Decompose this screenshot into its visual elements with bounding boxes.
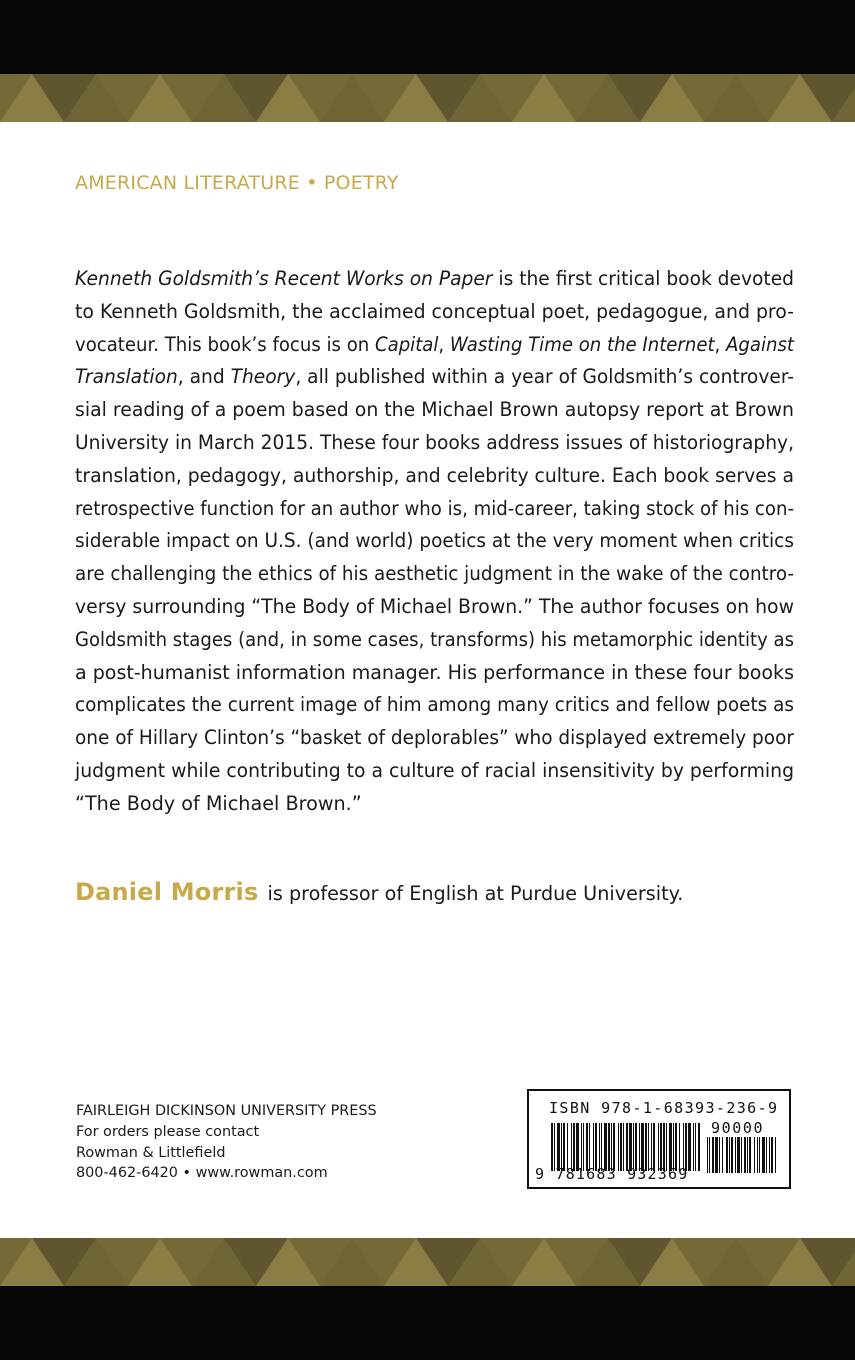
description-text: is the first critical book devoted: [492, 267, 794, 290]
barcode-bar: [581, 1123, 582, 1171]
bottom-black-band: [0, 1286, 855, 1360]
addon-bar: [719, 1137, 720, 1173]
addon-bar: [754, 1137, 755, 1173]
top-black-band: [0, 0, 855, 74]
barcode-bar: [618, 1123, 619, 1171]
description-line: [75, 361, 794, 394]
italic-title: Wasting Time on the Internet: [449, 332, 715, 356]
description-line: [75, 624, 794, 657]
barcode-bar: [561, 1123, 562, 1171]
description-text: retrospective function for an author who is, mid-career, taking stock of his con-: [75, 496, 794, 520]
barcode-bar: [567, 1123, 568, 1171]
barcode-bar: [688, 1123, 691, 1171]
ean-digits: 9 781683 932369: [535, 1165, 689, 1183]
addon-bar: [707, 1137, 708, 1173]
barcode-bar: [648, 1123, 649, 1171]
barcode-bar: [679, 1123, 680, 1171]
description-text: a post-humanist information manager. His performance in these four books: [75, 660, 794, 684]
description-text: , all published within a year of Goldsmith’s controver-: [295, 365, 794, 389]
addon-bar: [744, 1137, 746, 1173]
isbn-barcode: [527, 1089, 791, 1189]
barcode-bar: [613, 1123, 615, 1171]
description-text: translation, pedagogy, authorship, and celebrity culture. Each book serves a: [75, 463, 794, 487]
barcode-bar: [611, 1123, 612, 1171]
description-line: [75, 493, 794, 526]
barcode-bar: [583, 1123, 584, 1171]
addon-bar: [749, 1137, 751, 1173]
top-gold-band: [0, 74, 855, 122]
addon-bar: [759, 1137, 760, 1173]
barcode-bar: [693, 1123, 694, 1171]
description-line: [75, 460, 794, 493]
italic-title: Against: [726, 332, 794, 356]
author-bio: [75, 878, 683, 906]
barcode-bar: [639, 1123, 640, 1171]
barcode-bar: [604, 1123, 607, 1171]
barcode-bar: [599, 1123, 600, 1171]
barcode-bar: [626, 1123, 628, 1171]
book-description: [75, 263, 794, 821]
addon-bar: [757, 1137, 758, 1173]
barcode-bar: [635, 1123, 637, 1171]
author-name: Daniel Morris: [75, 878, 259, 906]
description-text: ,: [438, 332, 450, 356]
description-line: [75, 689, 794, 722]
description-text: ,: [714, 332, 727, 356]
top-triangle-pattern: [0, 74, 855, 122]
description-line: [75, 657, 794, 690]
barcode-bar: [651, 1123, 652, 1171]
description-line: [75, 394, 794, 427]
barcode-bar: [669, 1123, 672, 1171]
orders-line: For orders please contact: [76, 1123, 260, 1140]
description-text: “The Body of Michael Brown.”: [75, 791, 362, 815]
addon-bar: [775, 1137, 776, 1173]
italic-title: Translation: [75, 365, 178, 389]
description-text: to Kenneth Goldsmith, the acclaimed conceptual poet, pedagogue, and pro-: [75, 299, 794, 323]
addon-bar: [741, 1137, 742, 1173]
barcode-bar: [633, 1123, 634, 1171]
italic-title: Theory: [230, 365, 296, 389]
distributor-name: Rowman & Littlefield: [76, 1144, 226, 1161]
barcode-bar: [645, 1123, 647, 1171]
addon-bar: [769, 1137, 770, 1173]
isbn-label: ISBN 978-1-68393-236-9: [549, 1099, 779, 1117]
italic-title: Capital: [374, 332, 439, 356]
description-line: [75, 722, 794, 755]
description-text: Goldsmith stages (and, in some cases, transforms) his metamorphic identity as: [75, 627, 794, 651]
publisher-name: FAIRLEIGH DICKINSON UNIVERSITY PRESS: [76, 1103, 377, 1119]
barcode-bar: [589, 1123, 590, 1171]
barcode-bar: [666, 1123, 667, 1171]
addon-bar: [731, 1137, 733, 1173]
barcode-bar: [658, 1123, 659, 1171]
addon-bar: [712, 1137, 714, 1173]
addon-bar: [722, 1137, 723, 1173]
description-line: [75, 558, 794, 591]
barcode-bar: [675, 1123, 677, 1171]
barcode-bar: [557, 1123, 560, 1171]
barcode-bar: [673, 1123, 674, 1171]
addon-bar: [737, 1137, 740, 1173]
addon-bar: [766, 1137, 767, 1173]
barcode-bar: [563, 1123, 565, 1171]
contact-line: 800-462-6420 • www.rowman.com: [76, 1165, 328, 1182]
barcode-bar: [551, 1123, 553, 1171]
barcode-bar: [620, 1123, 622, 1171]
barcode-bar: [695, 1123, 696, 1171]
barcode-bar: [573, 1123, 575, 1171]
description-text: , and: [177, 365, 231, 389]
addon-bar: [747, 1137, 748, 1173]
author-bio-text: is professor of English at Purdue University.: [267, 882, 684, 905]
addon-bar: [709, 1137, 710, 1173]
description-line: [75, 329, 794, 362]
barcode-bar: [595, 1123, 597, 1171]
barcode-bar: [554, 1123, 555, 1171]
addon-bar: [762, 1137, 765, 1173]
barcode-bar: [593, 1123, 594, 1171]
description-text: judgment while contributing to a culture of racial insensitivity by performing: [75, 758, 794, 782]
barcode-bar: [571, 1123, 572, 1171]
description-text: vocateur. This book’s focus is on: [75, 332, 375, 356]
barcode-bar: [685, 1123, 687, 1171]
publisher-info: [76, 1101, 377, 1184]
italic-title: Kenneth Goldsmith’s Recent Works on Paper: [75, 267, 493, 290]
description-text: versy surrounding “The Body of Michael Brown.” The author focuses on how: [75, 594, 794, 618]
bottom-gold-band: [0, 1238, 855, 1286]
barcode-bar: [576, 1123, 579, 1171]
description-text: one of Hillary Clinton’s “basket of deplorables” who displayed extremely poor: [75, 726, 794, 750]
description-line: [75, 263, 794, 296]
description-text: siderable impact on U.S. (and world) poetics at the very moment when critics: [75, 529, 794, 553]
barcode-bar: [641, 1123, 644, 1171]
addon-bar: [771, 1137, 773, 1173]
category-heading: AMERICAN LITERATURE • POETRY: [75, 172, 399, 194]
description-line: [75, 755, 794, 788]
description-line: [75, 788, 794, 821]
description-line: [75, 296, 794, 329]
description-line: [75, 525, 794, 558]
bottom-triangle-pattern: [0, 1238, 855, 1286]
description-text: University in March 2015. These four books address issues of historiography,: [75, 430, 794, 454]
barcode-bar: [623, 1123, 624, 1171]
addon-bar: [735, 1137, 736, 1173]
barcode-bar: [586, 1123, 588, 1171]
price-addon: 90000: [711, 1119, 765, 1137]
addon-bar: [729, 1137, 730, 1173]
description-text: complicates the current image of him among many critics and fellow poets as: [75, 693, 794, 717]
barcode-bar: [663, 1123, 665, 1171]
barcode-bar: [653, 1123, 655, 1171]
description-text: sial reading of a poem based on the Michael Brown autopsy report at Brown: [75, 398, 794, 422]
description-line: [75, 427, 794, 460]
description-text: are challenging the ethics of his aesthetic judgment in the wake of the contro-: [75, 562, 794, 586]
barcode-bar: [660, 1123, 662, 1171]
addon-bar: [726, 1137, 728, 1173]
barcode-bar: [698, 1123, 700, 1171]
barcode-bar: [601, 1123, 602, 1171]
barcode-bar: [629, 1123, 632, 1171]
description-line: [75, 591, 794, 624]
addon-bar: [715, 1137, 718, 1173]
barcode-bar: [608, 1123, 610, 1171]
barcode-bar: [683, 1123, 684, 1171]
